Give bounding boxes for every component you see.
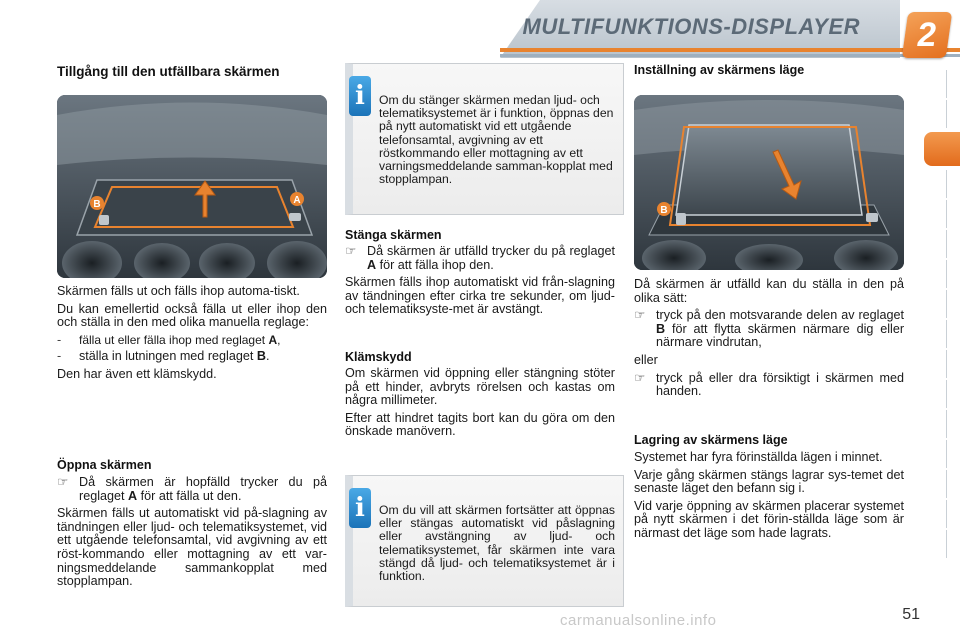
side-tab[interactable] bbox=[930, 70, 947, 98]
section-title-access: Tillgång till den utfällbara skärmen bbox=[57, 64, 280, 79]
section-title-storage: Lagring av skärmens läge bbox=[634, 433, 788, 447]
side-tab[interactable] bbox=[930, 290, 947, 318]
illustration-dashboard-open bbox=[634, 95, 904, 270]
side-tab[interactable] bbox=[930, 350, 947, 378]
para-adjust-intro: Då skärmen är utfälld kan du ställa in den på olika sätt: bbox=[634, 277, 904, 305]
label-b: B bbox=[93, 199, 101, 210]
side-tab[interactable] bbox=[930, 260, 947, 288]
side-tab[interactable] bbox=[930, 170, 947, 198]
para-auto: Skärmen fälls ut och fälls ihop automa-tiskt. bbox=[57, 284, 300, 298]
side-tab[interactable] bbox=[930, 500, 947, 528]
info-text: Om du stänger skärmen medan ljud- och telematiksystemet är i funktion, öppnas den på nytt automatiskt vid ett utgående telefonsamtal, avgivning av ett röstkommando eller mottagning av ett varningsmeddelande samman-kopplat med stopplampan. bbox=[379, 93, 614, 187]
list-item: ☞ tryck på den motsvarande delen av reglaget B för att flytta skärmen närmare dig eller närmare vindrutan, bbox=[634, 308, 905, 350]
section-title-close: Stänga skärmen bbox=[345, 228, 442, 242]
side-tab[interactable] bbox=[930, 470, 947, 498]
side-tab[interactable] bbox=[930, 440, 947, 468]
section-title-pinch: Klämskydd bbox=[345, 350, 412, 364]
list-item: ☞ Då skärmen är hopfälld trycker du på reglaget A för att fälla ut den. bbox=[57, 475, 327, 503]
illustration-dashboard-closed bbox=[57, 95, 327, 278]
side-tab[interactable] bbox=[930, 530, 947, 558]
para-open-auto: Skärmen fälls ut automatiskt vid på-slagning av tändningen eller ljud- och telematiksystemet, vid ett utgående telefonsamtal, vid avgivning av ett röst-kommando eller mottagning av ett var-ningsmeddelande sammankopplat med stopplampan. bbox=[57, 506, 327, 589]
side-tab[interactable] bbox=[930, 230, 947, 258]
side-tab[interactable] bbox=[930, 100, 947, 128]
close-body bbox=[345, 245, 615, 321]
list-item: ☞ Då skärmen är utfälld trycker du på reglaget A för att fälla ihop den. bbox=[345, 244, 615, 272]
side-tab[interactable] bbox=[930, 410, 947, 438]
info-icon: i bbox=[349, 76, 371, 116]
para-or: eller bbox=[634, 352, 658, 367]
page-title: MULTIFUNKTIONS-DISPLAYER bbox=[522, 14, 860, 39]
para-pinch: Den har även ett klämskydd. bbox=[57, 366, 217, 381]
para-storage-3: Vid varje öppning av skärmen placerar systemet på nytt skärmen i det förin-ställda läge som är närmast det läge som hade lagrats. bbox=[634, 498, 904, 540]
side-tab[interactable] bbox=[930, 320, 947, 348]
list-item: - fälla ut eller fälla ihop med reglaget A, bbox=[57, 332, 281, 347]
info-text: Om du vill att skärmen fortsätter att öppnas eller stängas automatiskt vid påslagning eller avstängning av ljud- och telematiksystemet, får skärmen inte vara stängd då ljud- och telematiksystemet är i funktion. bbox=[379, 503, 615, 584]
list-item: ☞ tryck på eller dra försiktigt i skärmen med handen. bbox=[634, 370, 904, 399]
info-box-auto-open bbox=[345, 475, 624, 607]
side-tab[interactable] bbox=[930, 200, 947, 228]
dashboard-closed-svg bbox=[57, 95, 327, 278]
para-storage-2: Varje gång skärmen stängs lagrar sys-temet det senaste läget den befann sig i. bbox=[634, 467, 904, 496]
list-item: - ställa in lutningen med reglaget B. bbox=[57, 349, 270, 364]
storage-body bbox=[634, 451, 904, 545]
para-close-auto: Skärmen fälls ihop automatiskt vid från-slagning av tändningen efter cirka tre sekunder, om ljud- och telematiksyste-met är avstängt. bbox=[345, 275, 615, 317]
pinch-body bbox=[345, 367, 615, 443]
watermark: carmanualsonline.info bbox=[560, 612, 717, 629]
info-icon: i bbox=[349, 488, 371, 528]
header-stripe-orange bbox=[500, 48, 960, 52]
para-storage-1: Systemet har fyra förinställda lägen i minnet. bbox=[634, 450, 883, 464]
side-tab-active[interactable] bbox=[924, 132, 960, 166]
chapter-badge: 2 bbox=[902, 12, 952, 58]
section-title-open: Öppna skärmen bbox=[57, 458, 152, 472]
section-title-adjust: Inställning av skärmens läge bbox=[634, 63, 805, 77]
label-a: A bbox=[293, 195, 301, 206]
open-body bbox=[57, 476, 327, 593]
page-number: 51 bbox=[902, 606, 920, 623]
para-pinch-2: Efter att hindret tagits bort kan du göra om den önskade manövern. bbox=[345, 410, 615, 439]
left-body bbox=[57, 285, 327, 386]
side-tab[interactable] bbox=[930, 380, 947, 408]
info-box-close-warning bbox=[345, 63, 624, 215]
adjust-body bbox=[634, 278, 904, 399]
para-pinch-1: Om skärmen vid öppning eller stängning stöter på ett hinder, avbryts rörelsen och kastas om några millimeter. bbox=[345, 366, 615, 408]
dashboard-open-svg bbox=[634, 95, 904, 270]
header-stripe-grey bbox=[500, 54, 960, 57]
label-b: B bbox=[660, 205, 668, 216]
para-manual: Du kan emellertid också fälla ut eller ihop den och ställa in den med olika manuella reglage: bbox=[57, 301, 327, 330]
